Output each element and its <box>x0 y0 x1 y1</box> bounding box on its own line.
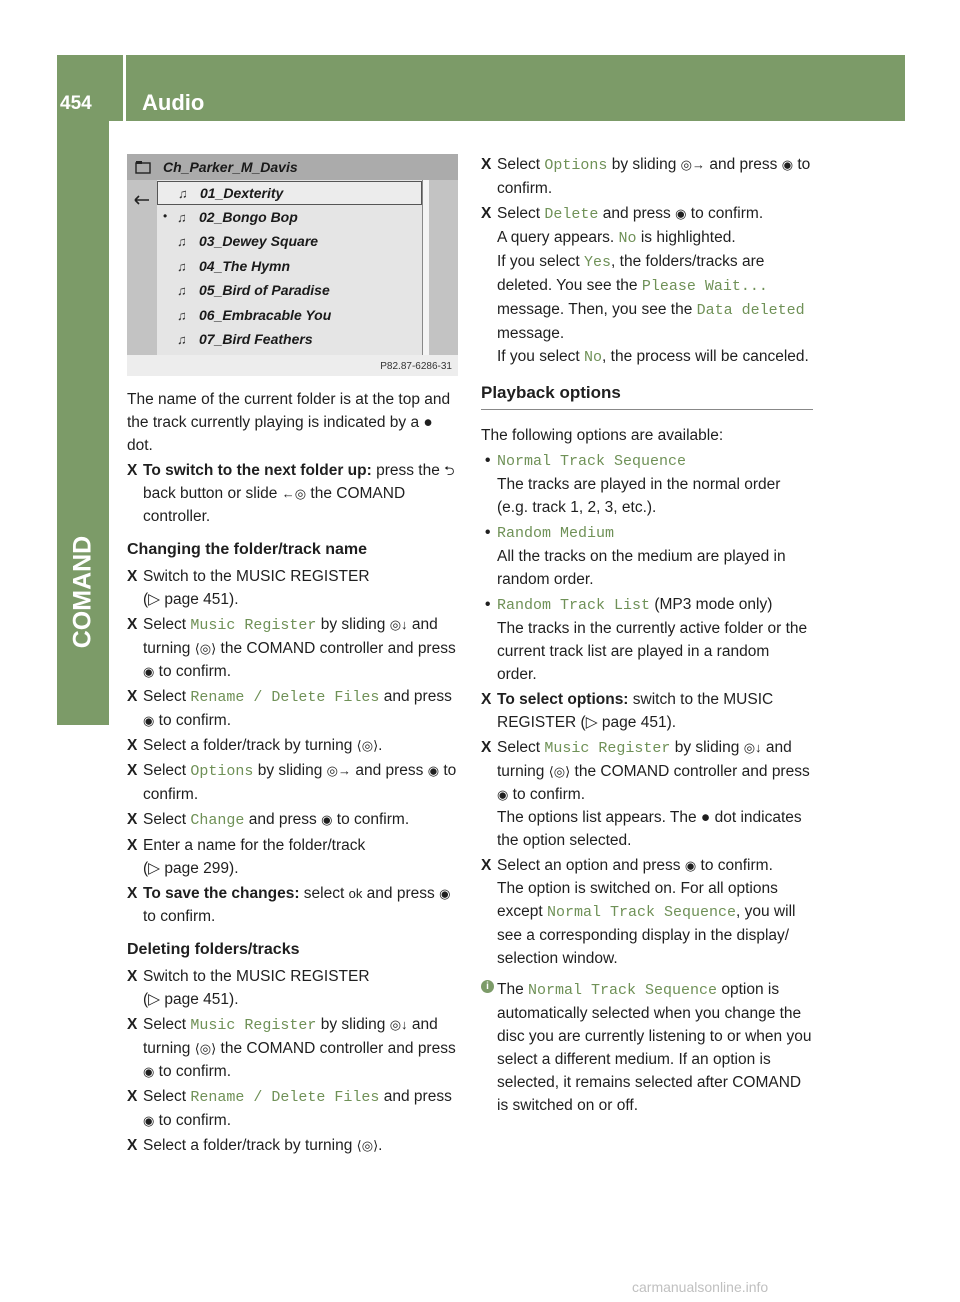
press-icon: ◉ <box>497 787 509 802</box>
step-text: Switch to the MUSIC REGISTER <box>143 568 370 585</box>
step-text: Select <box>143 1016 187 1033</box>
track-name: 04_The Hymn <box>199 257 291 274</box>
track-name: 03_Dewey Square <box>199 233 319 249</box>
arrow-icon: X <box>481 691 492 708</box>
step-text: and press <box>383 688 452 705</box>
track-name: 05_Bird of Paradise <box>199 282 330 298</box>
step-delete-3 <box>127 1085 462 1132</box>
side-tab-block <box>57 665 109 725</box>
arrow-icon: X <box>127 762 138 779</box>
step-text: , the process will be canceled. <box>602 348 809 365</box>
step-delete-1 <box>127 965 462 1011</box>
step-text: message. Then, you see the <box>497 301 693 318</box>
step-label: To save the changes: <box>143 885 300 902</box>
step-text: by sliding <box>257 762 323 779</box>
option-description: The tracks are played in the normal order (e.g. track 1, 2, 3, etc.). <box>497 476 781 516</box>
options-intro: The following options are available: <box>481 427 724 444</box>
arrow-icon: X <box>127 737 138 754</box>
arrow-icon: X <box>127 811 138 828</box>
step-change-3 <box>127 685 462 732</box>
menu-item-music-register: Music Register <box>190 1017 317 1034</box>
step-text: If you select <box>497 348 580 365</box>
arrow-icon: X <box>127 968 138 985</box>
arrow-icon: X <box>127 616 138 633</box>
info-text: The <box>497 981 524 998</box>
info-icon: i <box>481 980 494 993</box>
step-change-1 <box>127 565 462 611</box>
step-label: To select options: <box>497 691 629 708</box>
arrow-icon: X <box>127 1137 138 1154</box>
track-row[interactable] <box>157 255 422 279</box>
press-icon: ◉ <box>143 664 155 679</box>
step-text: The option is switched on. For all options except <box>497 880 778 920</box>
step-text: by sliding <box>674 739 740 756</box>
option-random-medium-label: Random Medium <box>497 525 615 542</box>
arrow-icon: X <box>127 688 138 705</box>
press-icon: ◉ <box>675 206 687 221</box>
scrollbar[interactable] <box>422 180 429 355</box>
option-random-track-list-label: Random Track List <box>497 597 651 614</box>
heading-delete: Deleting folders/tracks <box>127 941 300 958</box>
step-text: turning <box>497 763 545 780</box>
message-please-wait: Please Wait... <box>641 278 768 295</box>
arrow-icon: X <box>481 156 492 173</box>
option-normal-track-sequence: Normal Track Sequence <box>528 982 718 999</box>
option-description: The tracks in the currently active folder or the current track list are played in a random order. <box>497 620 808 683</box>
step-text: by sliding <box>320 616 386 633</box>
option-normal-track-sequence: Normal Track Sequence <box>546 904 737 921</box>
press-icon: ◉ <box>781 157 794 172</box>
step-text: to confirm. <box>700 857 773 874</box>
music-note-icon: ♫ <box>177 283 187 298</box>
column-right <box>481 153 813 1119</box>
music-note-icon: ♫ <box>177 234 187 249</box>
track-row[interactable] <box>157 206 422 230</box>
arrow-icon: X <box>127 837 138 854</box>
turn-icon: ⟨◎⟩ <box>194 1041 217 1056</box>
step-change-8 <box>127 882 462 928</box>
option-no: No <box>618 230 637 247</box>
step-text: select <box>303 885 345 902</box>
step-delete-2 <box>127 1013 462 1083</box>
step-text: , you will see a corresponding display in the display/ selection window. <box>497 903 796 967</box>
music-folder-icon <box>135 160 151 174</box>
step-text: message. <box>497 325 565 342</box>
step-text: and press <box>602 205 671 222</box>
arrow-icon: X <box>481 739 492 756</box>
menu-item-options: Options <box>190 763 254 780</box>
step-text: to confirm. <box>158 1112 232 1129</box>
track-name: 01_Dexterity <box>200 185 284 201</box>
menu-item-delete: Delete <box>544 206 599 223</box>
track-name: 02_Bongo Bop <box>199 208 298 225</box>
slide-left-icon: ←◎ <box>281 486 307 501</box>
step-text: Select <box>143 1088 187 1105</box>
option-description: All the tracks on the medium are played in random order. <box>497 548 786 588</box>
music-note-icon: ♫ <box>177 258 187 274</box>
step-text: and press <box>248 811 317 828</box>
track-row[interactable] <box>157 279 422 303</box>
slide-down-icon: ◎↓ <box>743 740 762 755</box>
step-text: to confirm. <box>158 1063 232 1080</box>
page-ref: (▷ page 451). <box>143 591 239 608</box>
step-text: dot indicates the option selected. <box>497 809 802 849</box>
step-text: to confirm. <box>158 712 232 729</box>
step-text: turning <box>143 640 191 657</box>
step-text: and <box>366 885 393 902</box>
arrow-icon: X <box>127 568 138 585</box>
option-normal-track-sequence: Normal Track Sequence <box>497 453 687 470</box>
step-text: Select <box>497 739 541 756</box>
menu-item-options: Options <box>544 157 608 174</box>
info-note <box>481 978 813 1117</box>
step-text: press <box>417 1040 456 1057</box>
info-text: option is automatically selected when you change the disc you are currently listening to or when you select a different medium. If an option is selected, it remains selected after COMAND is switched on or off. <box>497 981 812 1114</box>
step-text: to confirm. <box>336 811 410 828</box>
turn-icon: ⟨◎⟩ <box>356 1138 379 1153</box>
step-text: to confirm. <box>497 156 811 197</box>
dot-icon: ● <box>700 809 711 826</box>
option-suffix: (MP3 mode only) <box>654 596 773 613</box>
step-text: to confirm. <box>512 786 586 803</box>
step-text: Select <box>143 811 187 828</box>
step-text: by sliding <box>611 156 677 173</box>
step-text: press <box>417 640 456 657</box>
press-icon: ◉ <box>143 713 155 728</box>
step-text: switch to the MUSIC REGISTER (▷ page 451). <box>497 691 774 731</box>
step-switch-folder <box>127 459 462 528</box>
image-code: P82.87-6286-31 <box>380 361 452 372</box>
dot-icon: ● <box>423 414 433 431</box>
step-text: Select <box>497 156 541 173</box>
side-tab-label: COMAND <box>68 535 97 649</box>
menu-item-rename-delete: Rename / Delete Files <box>190 1089 380 1106</box>
ok-icon: ok <box>348 886 363 901</box>
page-number: 454 <box>60 93 92 114</box>
arrow-icon: X <box>127 885 138 902</box>
back-icon <box>133 194 151 206</box>
step-text: Select a folder/track by turning <box>143 1137 353 1154</box>
track-row[interactable] <box>157 181 422 205</box>
back-button-icon: ⮌ <box>444 463 455 478</box>
screen-footer <box>127 355 458 376</box>
step-text: Select a folder/track by turning <box>143 737 353 754</box>
playing-dot-icon: • <box>163 208 168 223</box>
menu-item-music-register: Music Register <box>544 740 671 757</box>
option-no: No <box>584 349 603 366</box>
step-text: and <box>765 739 792 756</box>
bullet: • <box>485 452 491 469</box>
step-text: If you select <box>497 253 580 270</box>
option-random-medium <box>481 521 813 591</box>
track-row[interactable] <box>157 304 422 328</box>
step-text: by sliding <box>320 1016 386 1033</box>
press-icon: ◉ <box>321 812 333 827</box>
step-delete-5 <box>481 153 813 200</box>
step-text: Select <box>143 688 187 705</box>
option-random-track-list <box>481 593 813 686</box>
slide-down-icon: ◎↓ <box>389 617 408 632</box>
step-text: Select <box>143 762 187 779</box>
music-note-icon: ♫ <box>178 186 188 201</box>
step-text: Select <box>143 616 187 633</box>
step-text: The options list appears. The <box>497 809 697 826</box>
step-select-options-1 <box>481 688 813 734</box>
current-folder-name: Ch_Parker_M_Davis <box>163 159 298 175</box>
step-select-options-2 <box>481 736 813 852</box>
comand-display-screenshot <box>127 154 458 376</box>
step-text: Select <box>497 205 541 222</box>
menu-item-rename-delete: Rename / Delete Files <box>190 689 380 706</box>
step-text: to confirm. <box>143 908 216 925</box>
bullet: • <box>485 596 491 613</box>
bullet: • <box>485 524 491 541</box>
step-text: Select an option and press <box>497 857 681 874</box>
header-divider <box>123 55 126 121</box>
step-delete-6 <box>481 202 813 369</box>
step-text: to confirm. <box>690 205 764 222</box>
press-icon: ◉ <box>427 763 440 778</box>
press-icon: ◉ <box>143 1064 155 1079</box>
step-change-4: X Select a folder/track by turning ⟨◎⟩. <box>127 734 462 757</box>
step-text: Enter a name for the folder/track <box>143 837 366 854</box>
step-label: To switch to the next folder up: <box>143 462 372 479</box>
option-yes: Yes <box>584 254 612 271</box>
step-text: to confirm. <box>143 762 457 803</box>
step-change-2 <box>127 613 462 683</box>
section-title: Audio <box>142 90 205 115</box>
heading-change: Changing the folder/track name <box>127 541 368 558</box>
step-text: , the folders/tracks are deleted. You see the <box>497 253 765 294</box>
turn-icon: ⟨◎⟩ <box>194 641 217 656</box>
step-text: press the <box>376 462 440 479</box>
menu-item-change: Change <box>190 812 245 829</box>
step-text: the COMAND controller and <box>574 763 768 780</box>
slide-right-icon: ◎→ <box>326 763 352 778</box>
press-icon: ◉ <box>439 886 451 901</box>
turn-icon: ⟨◎⟩ <box>356 738 379 753</box>
step-change-7 <box>127 834 462 880</box>
music-note-icon: ♫ <box>177 209 187 225</box>
step-text: and press <box>383 1088 452 1105</box>
step-change-6 <box>127 808 462 832</box>
page-ref: (▷ page 299). <box>143 860 239 877</box>
arrow-icon: X <box>481 857 492 874</box>
step-text: Switch to the MUSIC REGISTER <box>143 968 370 985</box>
track-row[interactable] <box>157 230 422 254</box>
step-text: A query appears. <box>497 229 615 246</box>
step-text: and press <box>355 762 424 779</box>
step-text: back button or slide <box>143 485 278 502</box>
page-ref: (▷ page 451). <box>143 991 239 1008</box>
intro-text-end: dot. <box>127 437 153 454</box>
step-text: turning <box>143 1040 191 1057</box>
turn-icon: ⟨◎⟩ <box>548 764 571 779</box>
music-note-icon: ♫ <box>177 307 187 323</box>
watermark-site: carmanualsonline.info <box>632 1279 769 1295</box>
track-name: 07_Bird Feathers <box>199 331 313 347</box>
message-data-deleted: Data deleted <box>696 302 805 319</box>
arrow-icon: X <box>481 205 492 222</box>
slide-right-icon: ◎→ <box>680 157 706 172</box>
intro-text: The name of the current folder is at the top and the track currently playing is indicated by a <box>127 391 451 431</box>
step-text: the COMAND controller. <box>143 485 406 525</box>
column-left <box>127 388 462 1159</box>
menu-item-music-register: Music Register <box>190 617 317 634</box>
arrow-icon: X <box>127 1016 138 1033</box>
press-icon: ◉ <box>684 858 697 873</box>
step-text: and <box>411 1016 438 1033</box>
step-delete-4: X Select a folder/track by turning ⟨◎⟩. <box>127 1134 462 1157</box>
step-text: and <box>411 616 438 633</box>
screen-title-bar <box>127 154 458 180</box>
step-text: to confirm. <box>158 663 232 680</box>
step-text: press <box>396 885 435 902</box>
track-name: 06_Embracable You <box>199 306 332 323</box>
slide-down-icon: ◎↓ <box>389 1017 408 1032</box>
step-text: the COMAND controller and <box>220 1040 414 1057</box>
music-note-icon: ♫ <box>177 332 187 347</box>
intro-paragraph <box>127 388 462 457</box>
step-text: is highlighted. <box>640 229 736 246</box>
step-change-5 <box>127 759 462 806</box>
press-icon: ◉ <box>143 1113 155 1128</box>
step-select-options-3 <box>481 854 813 970</box>
step-text: the COMAND controller and <box>220 640 414 657</box>
arrow-icon: X <box>127 462 138 479</box>
step-text: press <box>771 763 810 780</box>
arrow-icon: X <box>127 1088 138 1105</box>
step-text: and press <box>709 156 778 173</box>
option-normal <box>481 449 813 519</box>
heading-playback-options: Playback options <box>481 381 813 410</box>
track-row[interactable] <box>157 328 422 352</box>
